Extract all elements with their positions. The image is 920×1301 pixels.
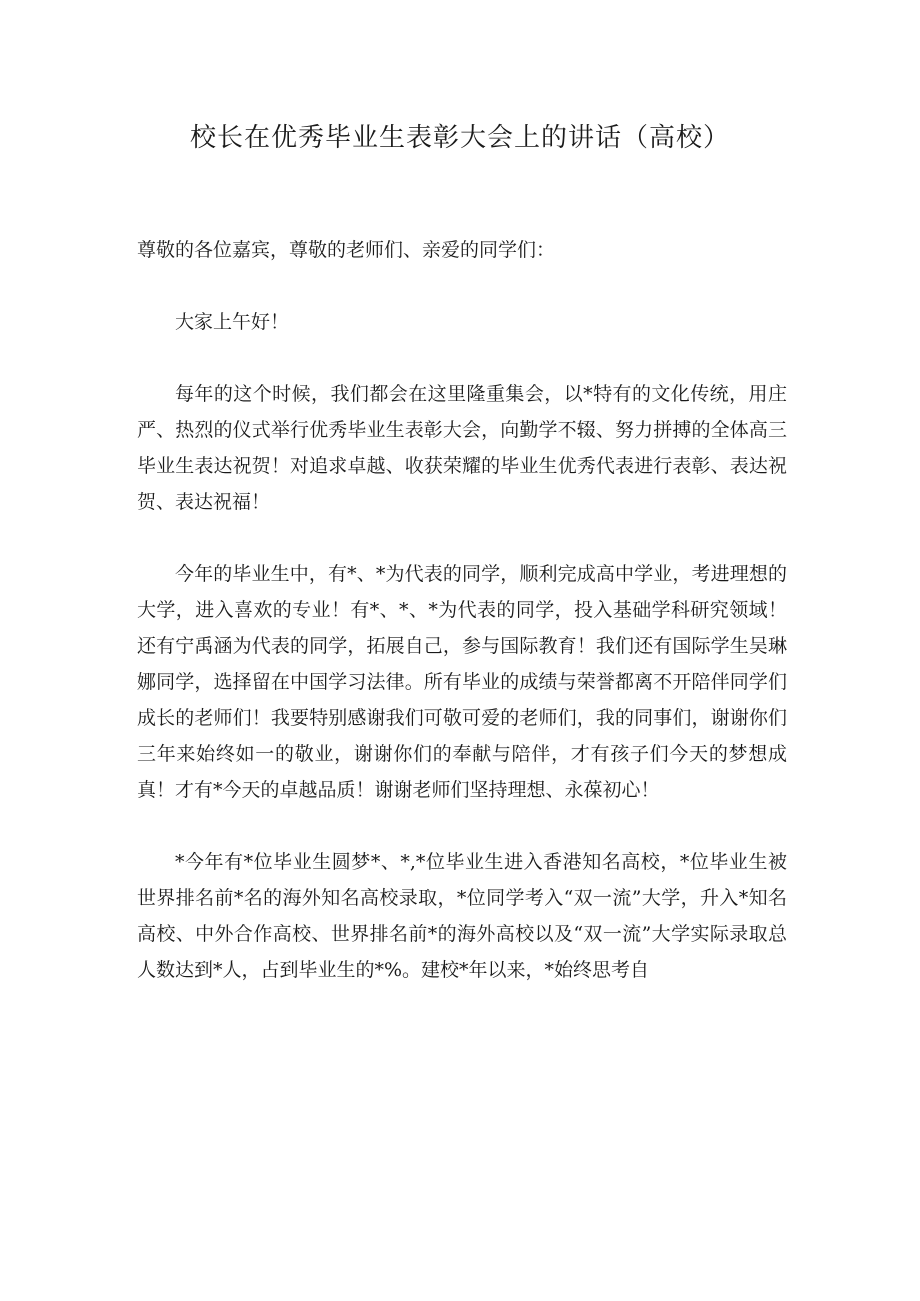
greeting-paragraph: 大家上午好！ <box>175 311 290 333</box>
salutation-paragraph: 尊敬的各位嘉宾，尊敬的老师们、亲爱的同学们： <box>137 239 556 261</box>
document-body <box>137 232 787 988</box>
body-paragraph-1: 每年的这个时候，我们都会在这里隆重集会，以*特有的文化传统，用庄严、热烈的仪式举行优秀毕业生表彰大会，向勤学不辍、努力拼搏的全体高三毕业生表达祝贺！对追求卓越、收获荣耀的毕业生优秀代表进行表彰、表达祝贺、表达祝福！ <box>137 383 787 513</box>
body-paragraph-3: *今年有*位毕业生圆梦*、*,*位毕业生进入香港知名高校，*位毕业生被世界排名前*名的海外知名高校录取，*位同学考入“双一流”大学，升入*知名高校、中外合作高校、世界排名前*的海外高校以及“双一流”大学实际录取总人数达到*人，占到毕业生的*%。建校*年以来，*始终思考自 <box>137 851 787 981</box>
document-title: 校长在优秀毕业生表彰大会上的讲话（高校） <box>189 123 730 153</box>
body-paragraph-2: 今年的毕业生中，有*、*为代表的同学，顺利完成高中学业，考进理想的大学，进入喜欢的专业！有*、*、*为代表的同学，投入基础学科研究领域！还有宁禹涵为代表的同学，拓展自己，参与国际教育！我们还有国际学生吴琳娜同学，选择留在中国学习法律。所有毕业的成绩与荣誉都离不开陪伴同学们成长的老师们！我要特别感谢我们可敬可爱的老师们，我的同事们，谢谢你们三年来始终如一的敬业，谢谢你们的奉献与陪伴，才有孩子们今天的梦想成真！才有*今天的卓越品质！谢谢老师们坚持理想、永葆初心！ <box>137 563 787 801</box>
